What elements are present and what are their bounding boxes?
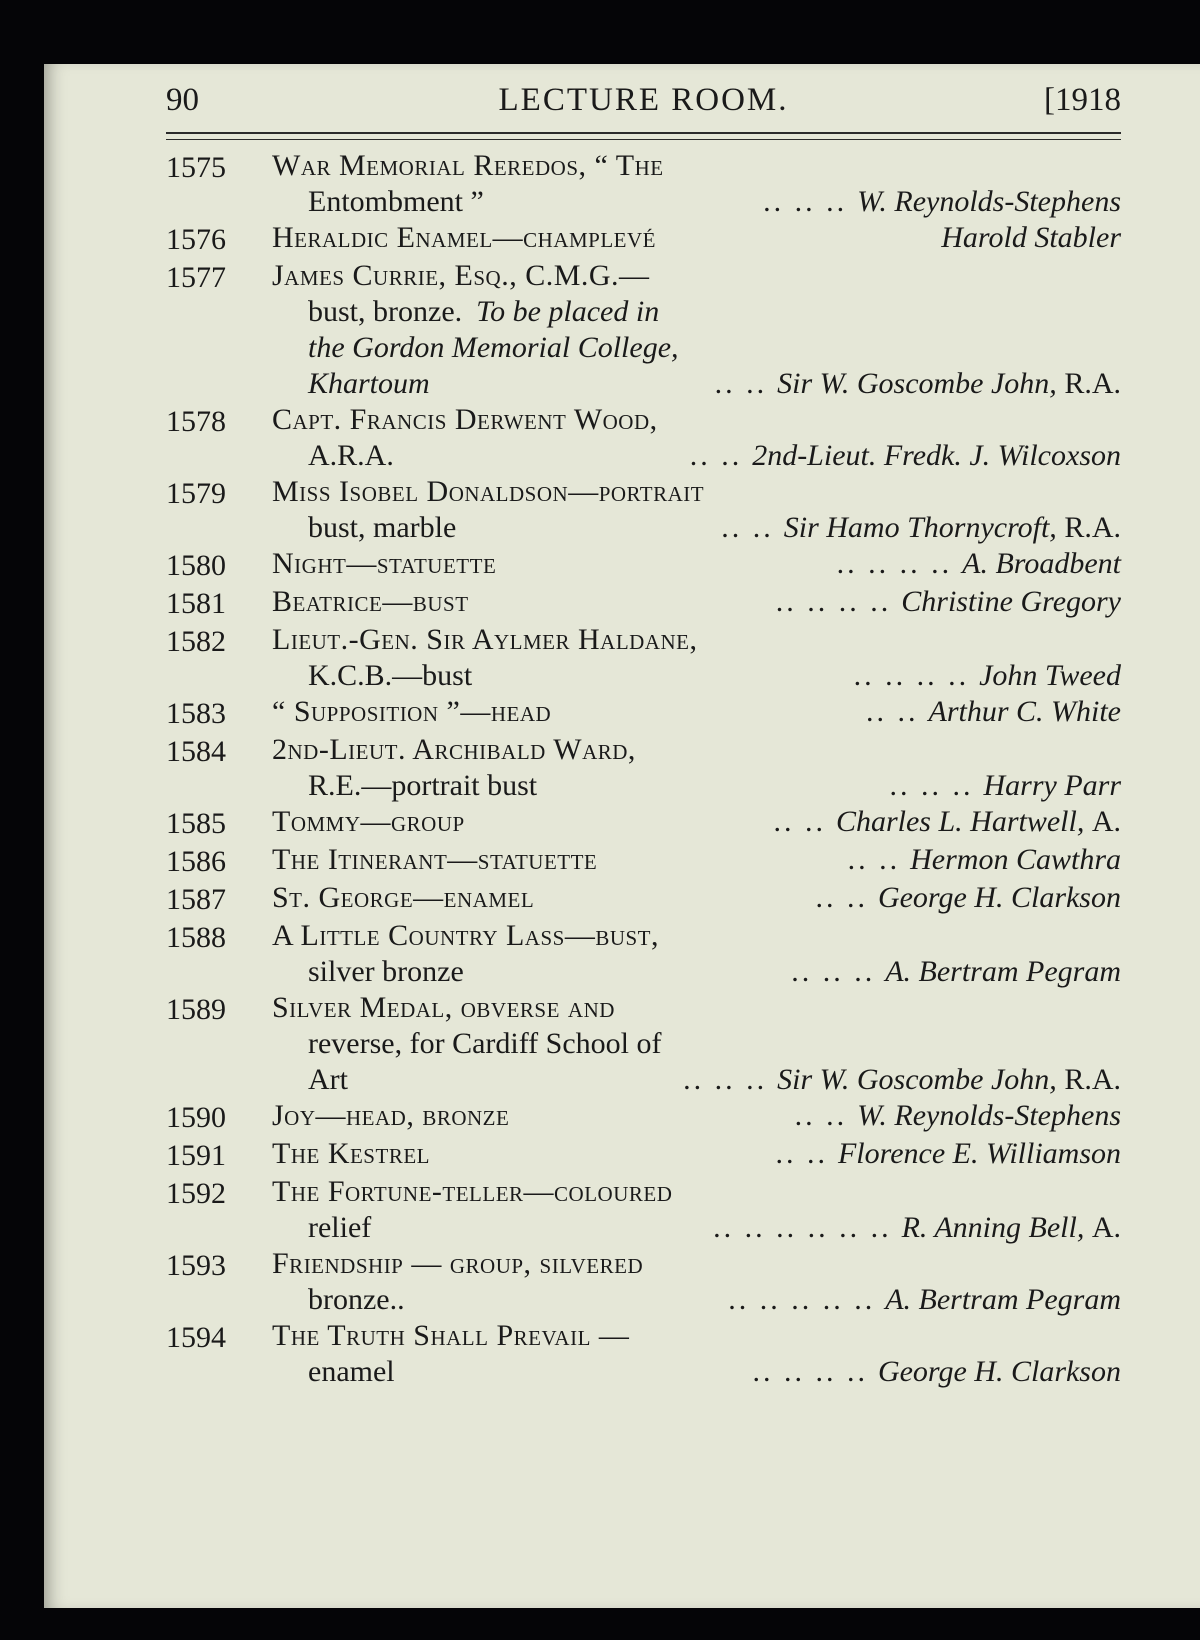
entry-title: The Kestrel bbox=[272, 1137, 430, 1170]
leader-dots: .. .. bbox=[847, 843, 901, 876]
entry-title: Silver Medal, obverse and bbox=[272, 991, 615, 1024]
entry-title: The Fortune-teller—coloured bbox=[272, 1175, 673, 1208]
entry-number: 1581 bbox=[166, 587, 226, 620]
catalogue-entry bbox=[166, 918, 1121, 990]
entry-description: relief bbox=[308, 1211, 372, 1244]
entry-number: 1577 bbox=[166, 261, 226, 294]
artist-name: A. Broadbent bbox=[962, 547, 1121, 580]
catalogue-entry bbox=[166, 546, 1121, 584]
entry-note: To be placed in bbox=[476, 295, 660, 328]
entry-number: 1587 bbox=[166, 883, 226, 916]
entry-title: Miss Isobel Donaldson—portrait bbox=[272, 475, 705, 508]
leader-dots: .. .. .. bbox=[889, 769, 974, 802]
entry-title: Capt. Francis Derwent Wood, bbox=[272, 403, 658, 436]
entry-note-cont: Khartoum bbox=[308, 367, 430, 400]
entry-number: 1584 bbox=[166, 735, 226, 768]
leader-dots: .. .. .. bbox=[683, 1063, 768, 1096]
artist-honour: R.A. bbox=[1064, 511, 1121, 544]
entry-title: The Truth Shall Prevail — bbox=[272, 1319, 630, 1352]
leader-dots: .. .. .. .. bbox=[775, 585, 892, 618]
entry-description: reverse, for Cardiff School of bbox=[308, 1027, 662, 1060]
artist-name: George H. Clarkson bbox=[877, 881, 1121, 914]
artist-name: A. Bertram Pegram bbox=[885, 1283, 1121, 1316]
artist-name: Sir W. Goscombe John, bbox=[777, 1063, 1057, 1096]
entry-title-cont: A.R.A. bbox=[308, 439, 394, 472]
artist-honour: R.A. bbox=[1064, 1063, 1121, 1096]
artist-name: Sir Hamo Thornycroft, bbox=[783, 511, 1057, 544]
leader-dots: .. .. bbox=[714, 367, 768, 400]
catalogue-entry bbox=[166, 474, 1121, 546]
catalogue-entry bbox=[166, 842, 1121, 880]
catalogue-entry bbox=[166, 1136, 1121, 1174]
catalogue-entry bbox=[166, 622, 1121, 694]
catalogue-entry bbox=[166, 990, 1121, 1098]
artist-name: George H. Clarkson bbox=[877, 1355, 1121, 1388]
entry-title: The Itinerant—statuette bbox=[272, 843, 598, 876]
leader-dots: .. .. bbox=[721, 511, 774, 544]
leader-dots: .. .. .. bbox=[763, 185, 848, 218]
artist-name: Arthur C. White bbox=[928, 695, 1121, 728]
catalogue-entry bbox=[166, 584, 1121, 622]
entry-number: 1586 bbox=[166, 845, 226, 878]
leader-dots: .. .. bbox=[773, 805, 826, 838]
entry-title: War Memorial Reredos, “ The bbox=[272, 149, 664, 182]
entry-title: Beatrice—bust bbox=[272, 585, 469, 618]
artist-name: Hermon Cawthra bbox=[910, 843, 1121, 876]
leader-dots: .. .. bbox=[866, 695, 919, 728]
leader-dots: .. .. bbox=[815, 881, 868, 914]
artist-name: R. Anning Bell, bbox=[901, 1211, 1085, 1244]
artist-name: W. Reynolds-Stephens bbox=[857, 185, 1121, 218]
leader-dots: .. .. .. .. bbox=[853, 659, 970, 692]
artist-name: W. Reynolds-Stephens bbox=[857, 1099, 1121, 1132]
entry-title: A Little Country Lass—bust, bbox=[272, 919, 660, 952]
artist-honour: R.A. bbox=[1064, 367, 1121, 400]
entry-number: 1582 bbox=[166, 625, 226, 658]
entry-description-cont: Art bbox=[308, 1063, 348, 1096]
artist-name: A. Bertram Pegram bbox=[885, 955, 1121, 988]
entry-description: silver bronze bbox=[308, 955, 464, 988]
leader-dots: .. .. .. bbox=[791, 955, 876, 988]
entry-number: 1594 bbox=[166, 1321, 226, 1354]
entry-number: 1580 bbox=[166, 549, 226, 582]
artist-name: Florence E. Williamson bbox=[837, 1137, 1121, 1170]
leader-dots: .. .. bbox=[775, 1137, 828, 1170]
entry-number: 1576 bbox=[166, 223, 226, 256]
leader-dots: .. .. .. .. .. bbox=[728, 1283, 876, 1316]
catalogue-entry bbox=[166, 1174, 1121, 1246]
artist-honour: A. bbox=[1091, 805, 1121, 838]
entry-description: bust, marble bbox=[308, 511, 457, 544]
entry-number: 1592 bbox=[166, 1177, 226, 1210]
artist-name: Harold Stabler bbox=[941, 221, 1121, 254]
artist-name: Charles L. Hartwell, bbox=[835, 805, 1085, 838]
leader-dots: .. .. bbox=[689, 439, 743, 472]
entry-title-cont: Entombment ” bbox=[308, 185, 484, 218]
catalogue-entry bbox=[166, 732, 1121, 804]
artist-name: Harry Parr bbox=[983, 769, 1121, 802]
catalogue-entry bbox=[166, 402, 1121, 474]
catalogue-entry bbox=[166, 1098, 1121, 1136]
entry-description: bronze.. bbox=[308, 1283, 405, 1316]
page-title: LECTURE ROOM. bbox=[498, 82, 789, 118]
entry-title-cont: R.E.—portrait bust bbox=[308, 769, 538, 802]
catalogue-entry bbox=[166, 148, 1121, 220]
entry-description: bust, bronze. bbox=[308, 295, 463, 328]
entry-number: 1589 bbox=[166, 993, 226, 1026]
entry-title: Friendship — group, silvered bbox=[272, 1247, 644, 1280]
artist-name: 2nd-Lieut. Fredk. J. Wilcoxson bbox=[752, 439, 1121, 472]
entry-title: “ Supposition ”—head bbox=[272, 695, 552, 728]
leader-dots: .. .. .. .. bbox=[836, 547, 953, 580]
entry-note-cont: the Gordon Memorial College, bbox=[308, 331, 679, 364]
artist-name: John Tweed bbox=[979, 659, 1121, 692]
page-header bbox=[166, 82, 1121, 122]
entry-title: Tommy—group bbox=[272, 805, 465, 838]
entry-number: 1578 bbox=[166, 405, 226, 438]
catalogue-list bbox=[166, 148, 1121, 1390]
entry-number: 1579 bbox=[166, 477, 226, 510]
leader-dots: .. .. .. .. .. .. bbox=[713, 1211, 892, 1244]
catalogue-entry bbox=[166, 1318, 1121, 1390]
entry-title: Lieut.-Gen. Sir Aylmer Haldane, bbox=[272, 623, 698, 656]
entry-title: Night—statuette bbox=[272, 547, 497, 580]
entry-description: enamel bbox=[308, 1355, 395, 1388]
entry-number: 1591 bbox=[166, 1139, 226, 1172]
entry-title: Joy—head, bronze bbox=[272, 1099, 510, 1132]
artist-name: Christine Gregory bbox=[901, 585, 1121, 618]
catalogue-entry bbox=[166, 694, 1121, 732]
entry-number: 1593 bbox=[166, 1249, 226, 1282]
catalogue-entry bbox=[166, 258, 1121, 402]
year-marker: [1918 bbox=[1044, 82, 1121, 118]
entry-title: 2nd-Lieut. Archibald Ward, bbox=[272, 733, 636, 766]
entry-number: 1590 bbox=[166, 1101, 226, 1134]
leader-dots: .. .. bbox=[794, 1099, 848, 1132]
catalogue-entry bbox=[166, 804, 1121, 842]
entry-number: 1585 bbox=[166, 807, 226, 840]
artist-name: Sir W. Goscombe John, bbox=[777, 367, 1057, 400]
entry-title: Heraldic Enamel—champlevé bbox=[272, 221, 656, 254]
entry-number: 1575 bbox=[166, 151, 226, 184]
entry-title-cont: K.C.B.—bust bbox=[308, 659, 473, 692]
catalogue-entry bbox=[166, 1246, 1121, 1318]
header-rule bbox=[166, 132, 1121, 140]
catalogue-entry bbox=[166, 220, 1121, 258]
entry-number: 1583 bbox=[166, 697, 226, 730]
leader-dots: .. .. .. .. bbox=[752, 1355, 868, 1388]
entry-title: James Currie, Esq., C.M.G.— bbox=[272, 259, 650, 292]
page-number: 90 bbox=[166, 82, 199, 118]
entry-number: 1588 bbox=[166, 921, 226, 954]
entry-title: St. George—enamel bbox=[272, 881, 535, 914]
artist-honour: A. bbox=[1091, 1211, 1121, 1244]
catalogue-entry bbox=[166, 880, 1121, 918]
